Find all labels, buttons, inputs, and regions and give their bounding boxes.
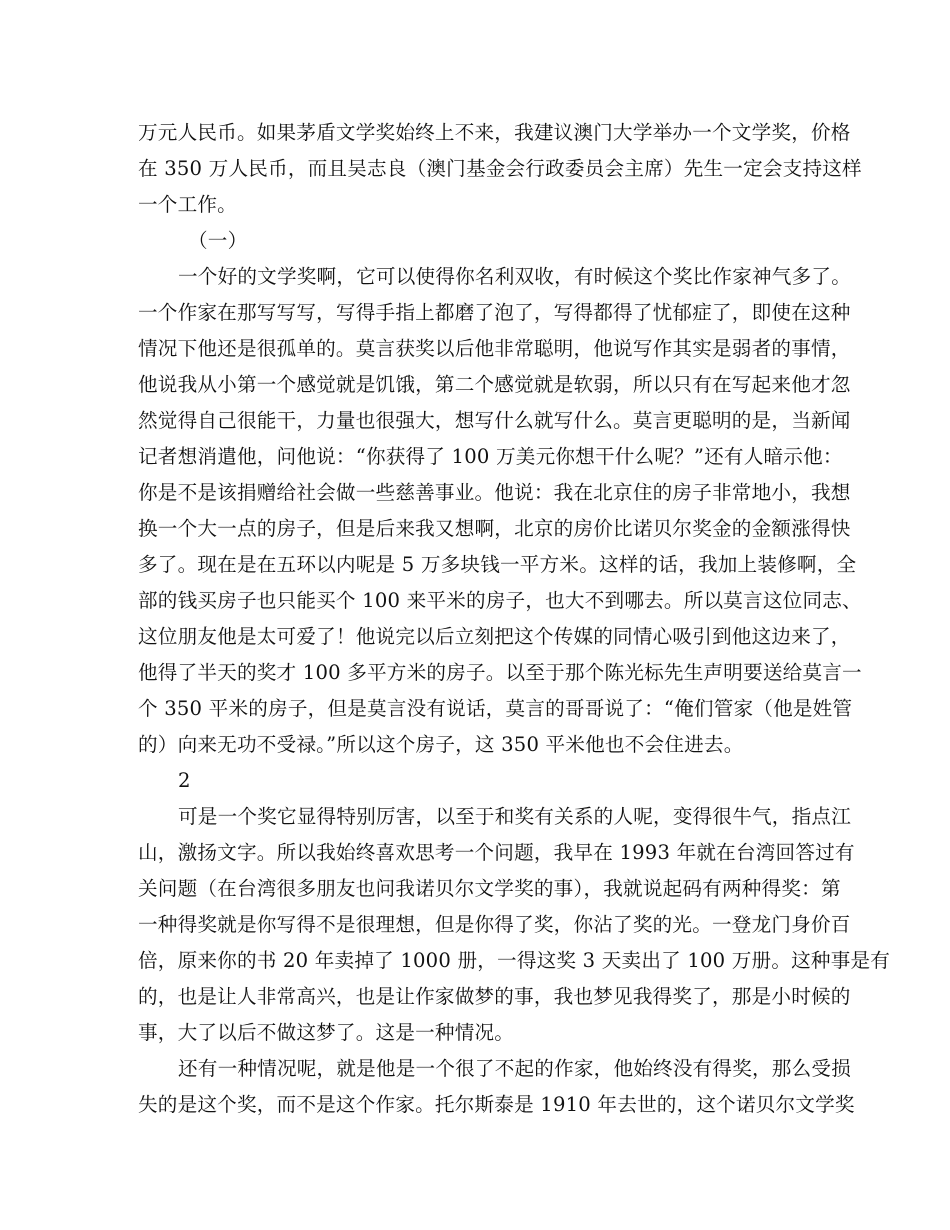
paragraph-first-line: 还有一种情况呢，就是他是一个很了不起的作家，他始终没有得奖，那么受损 xyxy=(178,1057,851,1080)
text-line: 失的是这个奖，而不是这个作家。托尔斯泰是 1910 年去世的，这个诺贝尔文学奖 xyxy=(138,1093,855,1116)
text-line: 一个作家在那写写写，写得手指上都磨了泡了，写得都得了忧郁症了，即使在这种 xyxy=(138,301,851,324)
text-line: 你是不是该捐赠给社会做一些慈善事业。他说：我在北京住的房子非常地小，我想 xyxy=(138,481,851,504)
text-line: 他说我从小第一个感觉就是饥饿，第二个感觉就是软弱，所以只有在写起来他才忽 xyxy=(138,373,851,396)
text-line: 部的钱买房子也只能买个 100 来平米的房子，也大不到哪去。所以莫言这位同志、 xyxy=(138,589,862,612)
text-line: 倍，原来你的书 20 年卖掉了 1000 册，一得这奖 3 天卖出了 100 万册。这种事是有 xyxy=(138,949,891,972)
paragraph-first-line: 一个好的文学奖啊，它可以使得你名利双收，有时候这个奖比作家神气多了。 xyxy=(178,265,851,288)
section-number: 2 xyxy=(178,769,191,792)
text-line: 个 350 平米的房子，但是莫言没有说话，莫言的哥哥说了：“俺们管家（他是姓管 xyxy=(138,697,853,720)
text-line: 关问题（在台湾很多朋友也问我诺贝尔文学奖的事），我就说起码有两种得奖：第 xyxy=(138,877,841,900)
text-line: 这位朋友他是太可爱了！他说完以后立刻把这个传媒的同情心吸引到他这边来了， xyxy=(138,625,851,648)
text-line: 山，激扬文字。所以我始终喜欢思考一个问题，我早在 1993 年就在台湾回答过有 xyxy=(138,841,855,864)
text-line: 在 350 万人民币，而且吴志良（澳门基金会行政委员会主席）先生一定会支持这样 xyxy=(138,157,862,180)
text-line: 万元人民币。如果茅盾文学奖始终上不来，我建议澳门大学举办一个文学奖，价格 xyxy=(138,121,851,144)
text-line: 他得了半天的奖才 100 多平方米的房子。以至于那个陈光标先生声明要送给莫言一 xyxy=(138,661,862,684)
paragraph-first-line: 可是一个奖它显得特别厉害，以至于和奖有关系的人呢，变得很牛气，指点江 xyxy=(178,805,851,828)
text-line: 的）向来无功不受禄。”所以这个房子，这 350 平米他也不会住进去。 xyxy=(138,733,744,756)
text-line: 情况下他还是很孤单的。莫言获奖以后他非常聪明，他说写作其实是弱者的事情， xyxy=(138,337,851,360)
text-line: 换一个大一点的房子，但是后来我又想啊，北京的房价比诺贝尔奖金的金额涨得快 xyxy=(138,517,851,540)
section-heading: （一） xyxy=(188,229,248,252)
text-line: 然觉得自己很能干，力量也很强大，想写什么就写什么。莫言更聪明的是，当新闻 xyxy=(138,409,851,432)
text-line: 记者想消遣他，问他说：“你获得了 100 万美元你想干什么呢？”还有人暗示他： xyxy=(138,445,843,468)
text-line: 一个工作。 xyxy=(138,193,237,216)
text-line: 事，大了以后不做这梦了。这是一种情况。 xyxy=(138,1021,515,1044)
text-line: 多了。现在是在五环以内呢是 5 万多块钱一平方米。这样的话，我加上装修啊，全 xyxy=(138,553,857,576)
text-line: 的，也是让人非常高兴，也是让作家做梦的事，我也梦见我得奖了，那是小时候的 xyxy=(138,985,851,1008)
text-line: 一种得奖就是你写得不是很理想，但是你得了奖，你沾了奖的光。一登龙门身价百 xyxy=(138,913,851,936)
